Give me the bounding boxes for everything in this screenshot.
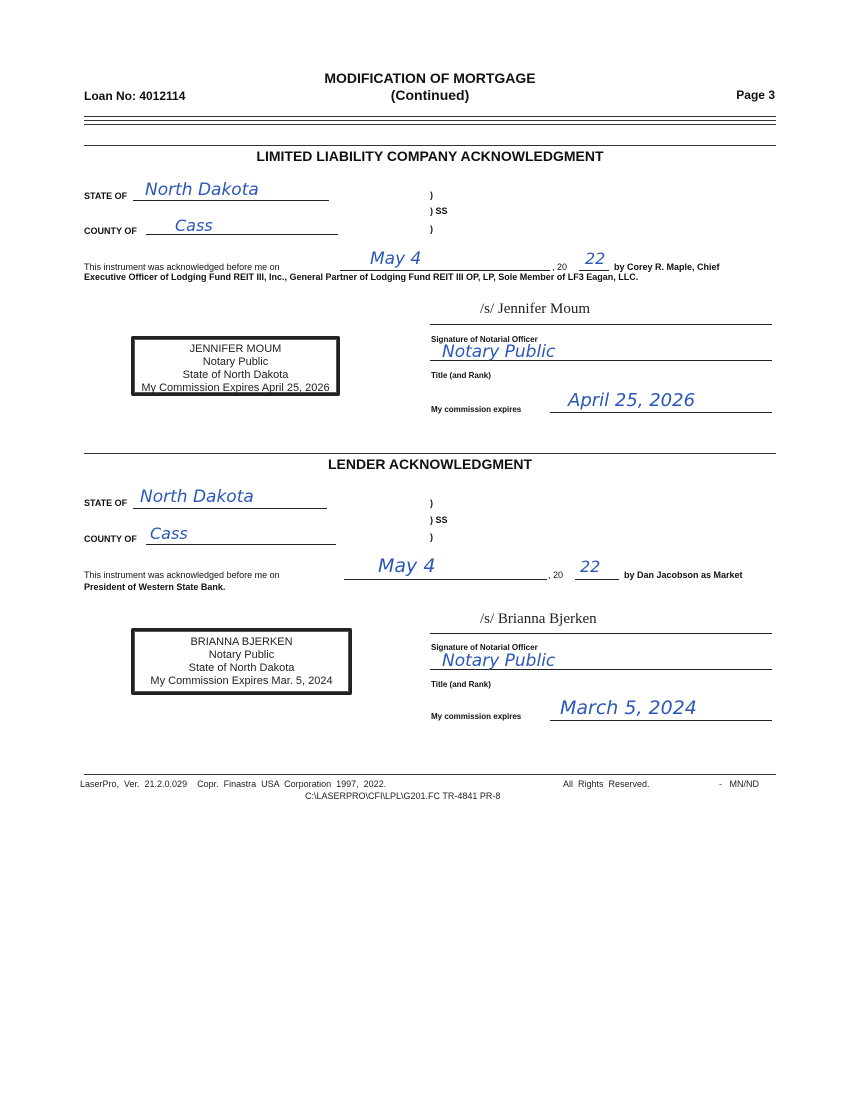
llc-stamp-state: State of North Dakota — [182, 369, 289, 381]
lender-commission-value: March 5, 2024 — [560, 697, 697, 719]
footer-rights: All Rights Reserved. — [563, 779, 650, 789]
header-rule-2 — [84, 120, 776, 121]
lender-paren-1: ) — [430, 498, 433, 508]
llc-county-label: COUNTY OF — [84, 226, 137, 236]
lender-state-label: STATE OF — [84, 498, 128, 508]
llc-stamp-title: Notary Public — [202, 356, 269, 368]
document-title-main: MODIFICATION OF MORTGAGE — [324, 70, 536, 86]
llc-section-title: LIMITED LIABILITY COMPANY ACKNOWLEDGMENT — [256, 148, 604, 164]
lender-ack-date-line — [344, 567, 547, 580]
footer-copyright: LaserPro, Ver. 21.2.0.029 Copr. Finastra USA Corporation 1997, 2022. — [80, 779, 387, 789]
lender-by-text: by Dan Jacobson as Market — [624, 570, 743, 580]
llc-signature-line — [430, 314, 772, 325]
llc-county-value: Cass — [175, 216, 213, 235]
llc-section-rule — [84, 145, 776, 146]
llc-paren-3: ) — [430, 224, 433, 234]
lender-signature-label: Signature of Notarial Officer — [431, 643, 538, 652]
lender-county-label: COUNTY OF — [84, 534, 137, 544]
llc-title-value: Notary Public — [442, 342, 556, 362]
llc-paren-1: ) — [430, 190, 433, 200]
llc-ack-line2: Executive Officer of Lodging Fund REIT III, Inc., General Partner of Lodging Fund REIT III OP, LP, Sole Member of LF3 Eagan, LLC. — [84, 272, 639, 282]
lender-paren-3: ) — [430, 532, 433, 542]
llc-signature-label: Signature of Notarial Officer — [431, 335, 538, 344]
lender-state-value: North Dakota — [140, 487, 254, 507]
lender-title-label: Title (and Rank) — [431, 680, 491, 689]
lender-paren-ss: ) SS — [430, 515, 448, 525]
lender-signature-typed: /s/ Brianna Bjerken — [480, 611, 597, 627]
llc-year-prefix: , 20 — [552, 262, 568, 272]
llc-title-label: Title (and Rank) — [431, 371, 491, 380]
lender-stamp-name: BRIANNA BJERKEN — [190, 636, 293, 648]
document-title — [250, 70, 610, 104]
llc-paren-ss: ) SS — [430, 206, 448, 216]
llc-commission-label: My commission expires — [431, 405, 522, 414]
loan-number: Loan No: 4012114 — [84, 89, 186, 103]
llc-ack-prefix: This instrument was acknowledged before me on — [84, 262, 280, 272]
lender-ack-line2: President of Western State Bank. — [84, 582, 226, 592]
footer-rule — [84, 774, 776, 775]
lender-ack-date: May 4 — [378, 555, 436, 577]
lender-ack-prefix: This instrument was acknowledged before me on — [84, 570, 280, 580]
footer-file-path: C:\LASERPRO\CFI\LPL\G201.FC TR-4841 PR-8 — [305, 791, 501, 801]
llc-year-value: 22 — [585, 249, 606, 268]
lender-notary-stamp — [131, 628, 352, 695]
llc-state-value: North Dakota — [145, 180, 259, 200]
llc-stamp-expiry: My Commission Expires April 25, 2026 — [141, 382, 330, 394]
footer-state-code: - MN/ND — [719, 779, 759, 789]
lender-signature-line — [430, 623, 772, 634]
lender-stamp-title: Notary Public — [208, 649, 275, 661]
lender-section-title: LENDER ACKNOWLEDGMENT — [327, 456, 533, 472]
lender-commission-label: My commission expires — [431, 712, 522, 721]
header-rule-3 — [84, 124, 776, 125]
llc-commission-value: April 25, 2026 — [568, 390, 696, 411]
llc-signature-typed: /s/ Jennifer Moum — [480, 301, 590, 317]
header-rule-1 — [84, 116, 776, 117]
lender-county-value: Cass — [150, 524, 188, 543]
llc-by-text: by Corey R. Maple, Chief — [614, 262, 720, 272]
llc-notary-stamp — [131, 336, 340, 396]
lender-year-value: 22 — [580, 557, 601, 576]
llc-ack-date: May 4 — [370, 249, 422, 269]
document-title-subtitle: (Continued) — [390, 87, 470, 103]
llc-state-label: STATE OF — [84, 191, 128, 201]
page-number: Page 3 — [736, 88, 775, 102]
lender-stamp-expiry: My Commission Expires Mar. 5, 2024 — [150, 675, 333, 687]
llc-stamp-name: JENNIFER MOUM — [189, 343, 282, 355]
lender-section-rule — [84, 453, 776, 454]
lender-year-prefix: , 20 — [548, 570, 564, 580]
lender-stamp-state: State of North Dakota — [188, 662, 295, 674]
lender-title-value: Notary Public — [442, 651, 556, 671]
